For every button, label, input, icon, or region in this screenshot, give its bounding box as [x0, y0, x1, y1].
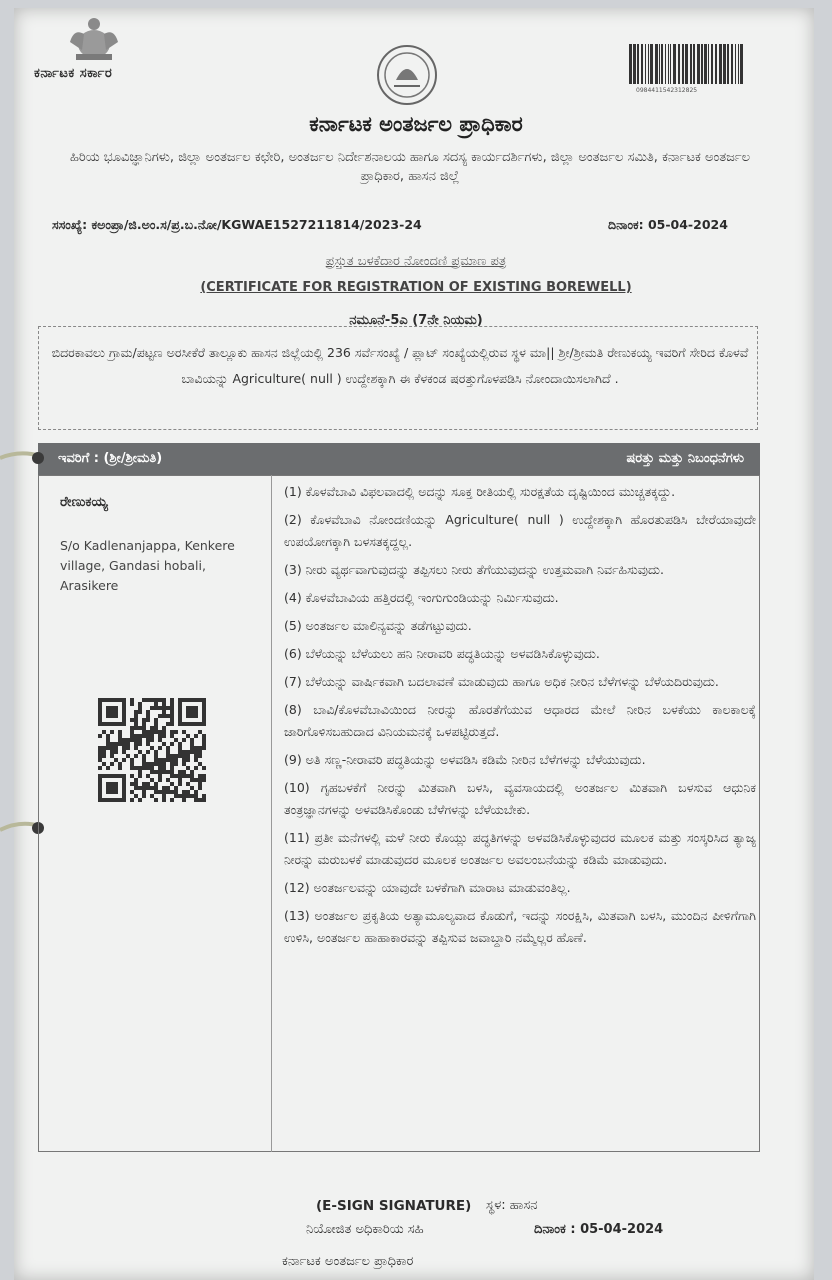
- condition-item: (1) ಕೊಳವೆಬಾವಿ ವಿಫಲವಾದಲ್ಲಿ ಅದನ್ನು ಸೂಕ್ತ ರೀತಿಯಲ್ಲಿ ಸುರಕ್ಷತೆಯ ದೃಷ್ಟಿಯಿಂದ ಮುಚ್ಚತಕ್ಕದ್ದು.: [284, 484, 676, 499]
- holder-name: ರೇಣುಕಯ್ಯ: [60, 494, 108, 510]
- certificate-title-english: (CERTIFICATE FOR REGISTRATION OF EXISTING BOREWELL): [200, 280, 632, 295]
- condition-item: (5) ಅಂತರ್ಜಲ ಮಾಲಿನ್ಯವನ್ನು ತಡೆಗಟ್ಟುವುದು.: [284, 618, 472, 633]
- condition-item: (13) ಅಂತರ್ಜಲ ಪ್ರಕೃತಿಯ ಅತ್ಯಾಮೂಲ್ಯವಾದ ಕೊಡುಗೆ, ಇದನ್ನು ಸಂರಕ್ಷಿಸಿ, ಮಿತವಾಗಿ ಬಳಸಿ, ಮುಂದಿನ ಪೀಳಿಗೆಗಾಗಿ ಉಳಿಸಿ, ಅಂತರ್ಜಲ ಹಾಹಾಕಾರವನ್ನು ತಪ್ಪಿಸುವ ಜವಾಬ್ದಾರಿ ನಮ್ಮೆಲ್ಲರ ಹೊಣೆ.: [284, 908, 756, 945]
- conditions-list: [284, 481, 756, 955]
- karnataka-emblem-icon: [62, 14, 126, 64]
- condition-item: (7) ಬೆಳೆಯನ್ನು ವಾರ್ಷಿಕವಾಗಿ ಬದಲಾವಣೆ ಮಾಡುವುದು ಹಾಗೂ ಅಧಿಕ ನೀರಿನ ಬೆಳೆಗಳನ್ನು ಬೆಳೆಯದಿರುವುದು.: [284, 674, 719, 689]
- condition-item: (10) ಗೃಹಬಳಕೆಗೆ ನೀರನ್ನು ಮಿತವಾಗಿ ಬಳಸಿ, ವ್ಯವಸಾಯದಲ್ಲಿ ಅಂತರ್ಜಲ ಮಿತವಾಗಿ ಬಳಸುವ ಆಧುನಿಕ ತಂತ್ರಜ್ಞಾನಗಳನ್ನು ಅಳವಡಿಸಿಕೊಂಡು ಬೆಳೆಗಳನ್ನು ಬೆಳೆಯಬೇಕು.: [284, 780, 756, 817]
- condition-item: (12) ಅಂತರ್ಜಲವನ್ನು ಯಾವುದೇ ಬಳಕೆಗಾಗಿ ಮಾರಾಟ ಮಾಡುವಂತಿಲ್ಲ.: [284, 880, 571, 895]
- condition-item: (4) ಕೊಳವೆಬಾವಿಯ ಹತ್ತಿರದಲ್ಲಿ ಇಂಗುಗುಂಡಿಯನ್ನು ನಿರ್ಮಿಸುವುದು.: [284, 590, 559, 605]
- column-divider: [271, 475, 272, 1152]
- esign-label: (E-SIGN SIGNATURE): [316, 1198, 472, 1214]
- recipient-heading: ಇವರಿಗೆ : (ಶ್ರೀ/ಶ್ರೀಮತಿ): [58, 451, 163, 466]
- condition-item: (6) ಬೆಳೆಯನ್ನು ಬೆಳೆಯಲು ಹನಿ ನೀರಾವರಿ ಪದ್ಧತಿಯನ್ನು ಅಳವಡಿಸಿಕೊಳ್ಳುವುದು.: [284, 646, 600, 661]
- intro-text: ಬಿದರಕಾವಲು ಗ್ರಾಮ/ಪಟ್ಟಣ ಅರಸೀಕೆರೆ ತಾಲ್ಲೂಕು ಹಾಸನ ಜಿಲ್ಲೆಯಲ್ಲಿ 236 ಸರ್ವೆಸಂಖ್ಯೆ / ಪ್ಲಾಟ್ ಸಂಖ್ಯೆಯಲ್ಲಿರುವ ಸ್ಥಳ ಮಾ|| ಶ್ರೀ/ಶ್ರೀಮತಿ ರೇಣುಕಯ್ಯ ಇವರಿಗೆ ಸೇರಿದ ಕೊಳವೆ ಬಾವಿಯನ್ನು Agriculture( null ) ಉದ್ದೇಶಕ್ಕಾಗಿ ಈ ಕೆಳಕಂಡ ಷರತ್ತುಗೊಳಪಡಿಸಿ ನೋಂದಾಯಿಸಲಾಗಿದೆ .: [51, 345, 749, 386]
- place-label: ಸ್ಥಳ: ಹಾಸನ: [486, 1198, 538, 1213]
- condition-item: (11) ಪ್ರತೀ ಮನೆಗಳಲ್ಲಿ ಮಳೆ ನೀರು ಕೊಯ್ಲು ಪದ್ಧತಿಗಳನ್ನು ಅಳವಡಿಸಿಕೊಳ್ಳುವುದರ ಮೂಲಕ ಮತ್ತು ಸಂಸ್ಕರಿಸಿದ ತ್ಯಾಜ್ಯ ನೀರನ್ನು ಮರುಬಳಕೆ ಮಾಡುವುದರ ಮೂಲಕ ಅಂತರ್ಜಲ ಅವಲಂಬನೆಯನ್ನು ಕಡಿಮೆ ಮಾಡುವುದು.: [284, 830, 756, 867]
- condition-item: (8) ಬಾವಿ/ಕೊಳವೆಬಾವಿಯಿಂದ ನೀರನ್ನು ಹೊರತೆಗೆಯುವ ಆಧಾರದ ಮೇಲೆ ನೀರಿನ ಬಳಕೆಯು ಕಾಲಕಾಲಕ್ಕೆ ಜಾರಿಗೊಳಿಸಬಹುದಾದ ವಿನಿಯಮನಕ್ಕೆ ಒಳಪಟ್ಟಿರುತ್ತದೆ.: [284, 702, 756, 739]
- holder-address: S/o Kadlenanjappa, Kenkere village, Gandasi hobali, Arasikere: [60, 538, 235, 593]
- authority-seal-icon: [376, 44, 438, 106]
- barcode: [628, 44, 744, 84]
- condition-item: (3) ನೀರು ವ್ಯರ್ಥವಾಗುವುದನ್ನು ತಪ್ಪಿಸಲು ನೀರು ತೆಗೆಯುವುದನ್ನು ಉತ್ತಮವಾಗಿ ನಿರ್ವಹಿಸುವುದು.: [284, 562, 664, 577]
- office-subtitle: ಹಿರಿಯ ಭೂವಿಜ್ಞಾನಿಗಳು, ಜಿಲ್ಲಾ ಅಂತರ್ಜಲ ಕಛೇರಿ, ಅಂತರ್ಜಲ ನಿರ್ದೇಶನಾಲಯ ಹಾಗೂ ಸದಸ್ಯ ಕಾರ್ಯದರ್ಶಿಗಳು, ಜಿಲ್ಲಾ ಅಂತರ್ಜಲ ಸಮಿತಿ, ಕರ್ನಾಟಕ ಅಂತರ್ಜಲ ಪ್ರಾಧಿಕಾರ, ಹಾಸನ ಜಿಲ್ಲೆ: [69, 150, 751, 184]
- form-number: ನಮೂನೆ-5ಎ (7ನೇ ನಿಯಮ): [349, 313, 483, 328]
- barcode-number: 0984411542312825: [636, 87, 698, 94]
- condition-item: (2) ಕೊಳವೆಬಾವಿ ನೋಂದಣಿಯನ್ನು Agriculture( null ) ಉದ್ದೇಶಕ್ಕಾಗಿ ಹೊರತುಪಡಿಸಿ ಬೇರೆಯಾವುದೇ ಉಪಯೋಗಕ್ಕಾಗಿ ಬಳಸತಕ್ಕದ್ದಲ್ಲ.: [284, 512, 756, 549]
- qr-code: [98, 698, 206, 802]
- condition-item: (9) ಅತಿ ಸಣ್ಣ-ನೀರಾವರಿ ಪದ್ಧತಿಯನ್ನು ಅಳವಡಿಸಿ ಕಡಿಮೆ ನೀರಿನ ಬೆಳೆಗಳನ್ನು ಬೆಳೆಯುವುದು.: [284, 752, 646, 767]
- officer-signature-label: ನಿಯೋಜಿತ ಅಧಿಕಾರಿಯ ಸಹಿ: [306, 1222, 424, 1237]
- binding-ring-icon: [0, 448, 46, 468]
- government-label: ಕರ್ನಾಟಕ ಸರ್ಕಾರ: [34, 66, 113, 81]
- reference-number: ಸಸಂಖ್ಯೆ: ಕಅಂಪ್ರಾ/ಜಿ.ಅಂ.ಸ/ಪ್ರ.ಬ.ನೋ/KGWAE1527211814/2023-24: [52, 217, 422, 232]
- certificate-title-kannada: ಪ್ರಸ್ತುತ ಬಳಕೆದಾರ ನೋಂದಣಿ ಪ್ರಮಾಣ ಪತ್ರ: [325, 254, 507, 269]
- section-header-bar: [38, 443, 760, 475]
- page-title: ಕರ್ನಾಟಕ ಅಂತರ್ಜಲ ಪ್ರಾಧಿಕಾರ: [309, 112, 523, 136]
- issue-date: ದಿನಾಂಕ: 05-04-2024: [608, 217, 728, 232]
- signature-date: ದಿನಾಂಕ : 05-04-2024: [534, 1222, 664, 1237]
- footer-organization: ಕರ್ನಾಟಕ ಅಂತರ್ಜಲ ಪ್ರಾಧಿಕಾರ: [282, 1254, 414, 1269]
- conditions-heading: ಷರತ್ತು ಮತ್ತು ನಿಬಂಧನೆಗಳು: [626, 451, 744, 466]
